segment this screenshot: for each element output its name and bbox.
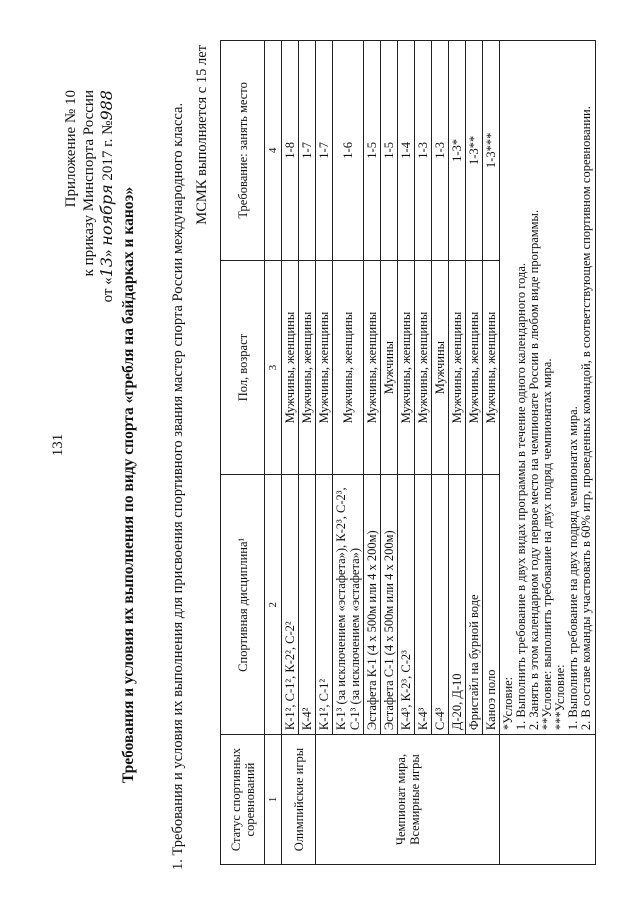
col-number: 4 bbox=[265, 41, 282, 261]
header-status: Статус спортивных соревнований bbox=[221, 735, 265, 865]
handwritten-month: ноября bbox=[97, 184, 116, 246]
note-line: **Условие: выполнить требование на двух подряд чемпионатах мира. bbox=[540, 358, 554, 731]
place-cell: 1-4 bbox=[398, 41, 415, 261]
requirements-table bbox=[220, 40, 596, 865]
page-number: 131 bbox=[50, 433, 66, 457]
place-cell: 1-7 bbox=[316, 41, 333, 261]
handwritten-day: 13 bbox=[97, 256, 116, 278]
table-row bbox=[316, 41, 333, 865]
gender-cell: Мужчины, женщины bbox=[316, 260, 333, 475]
appendix-line1: Приложение № 10 bbox=[63, 90, 79, 208]
gender-cell: Мужчины, женщины bbox=[415, 260, 432, 475]
note-line: ***Условие: bbox=[553, 664, 567, 731]
gender-cell: Мужчины bbox=[432, 260, 449, 475]
place-cell: 1-5 bbox=[364, 41, 381, 261]
gender-cell: Мужчины, женщины bbox=[299, 260, 316, 475]
gender-cell: Мужчины bbox=[381, 260, 398, 475]
discipline-cell: К-4³, К-2³, С-2³ bbox=[398, 475, 415, 735]
place-cell: 1-3 bbox=[415, 41, 432, 261]
gender-cell: Мужчины, женщины bbox=[333, 260, 364, 475]
header-gender: Пол, возраст bbox=[221, 260, 265, 475]
discipline-cell: Фристайл на бурной воде bbox=[466, 475, 483, 735]
col-number: 3 bbox=[265, 260, 282, 475]
table-notes-row bbox=[500, 41, 596, 865]
status-olympic: Олимпийские игры bbox=[282, 735, 316, 865]
place-cell: 1-3*** bbox=[483, 41, 500, 261]
discipline-cell: К-1², С-1², К-2², С-2² bbox=[282, 475, 299, 735]
place-cell: 1-3 bbox=[432, 41, 449, 261]
header-place: Требование: занять место bbox=[221, 41, 265, 261]
notes-empty-cell bbox=[500, 735, 596, 865]
discipline-cell: Эстафета С-1 (4 х 500м или 4 х 200м) bbox=[381, 475, 398, 735]
place-cell: 1-6 bbox=[333, 41, 364, 261]
discipline-cell: С-4³ bbox=[432, 475, 449, 735]
notes-cell bbox=[500, 41, 596, 735]
discipline-cell: К-1², С-1² bbox=[316, 475, 333, 735]
section-title: 1. Требования и условия их выполнения для присвоения спортивного звания мастер спорта России международного класса. bbox=[170, 102, 186, 870]
note-line: *Условие: bbox=[501, 676, 515, 731]
table-row bbox=[282, 41, 299, 865]
gender-cell: Мужчины, женщины bbox=[466, 260, 483, 475]
place-cell: 1-8 bbox=[282, 41, 299, 261]
discipline-cell: К-4² bbox=[299, 475, 316, 735]
gender-cell: Мужчины, женщины bbox=[449, 260, 466, 475]
note-line: 1. Выполнить требование в двух видах программы в течение одного календарного года. bbox=[514, 262, 528, 731]
discipline-cell: Д-20, Д-10 bbox=[449, 475, 466, 735]
appendix-line2: к приказу Минспорта России bbox=[81, 90, 97, 277]
table-number-row bbox=[265, 41, 282, 865]
status-world: Чемпионат мира, Всемирные игры bbox=[316, 735, 500, 865]
discipline-cell: Каноэ поло bbox=[483, 475, 500, 735]
col-number: 2 bbox=[265, 475, 282, 735]
place-cell: 1-5 bbox=[381, 41, 398, 261]
table-header-row bbox=[221, 41, 265, 865]
date-year: 2017 г. № bbox=[100, 120, 116, 181]
date-prefix: от « bbox=[100, 277, 116, 303]
discipline-cell: Эстафета К-1 (4 х 500м или 4 х 200м) bbox=[364, 475, 381, 735]
place-cell: 1-3** bbox=[466, 41, 483, 261]
place-cell: 1-7 bbox=[299, 41, 316, 261]
note-line: 2. В составе команды участвовать в 60% игр, проведенных командой, в соответствующем спортивном соревновании. bbox=[579, 106, 593, 731]
note-line: 2. Занять в этом календарном году первое место на чемпионате России в любом виде программы. bbox=[527, 209, 541, 731]
gender-cell: Мужчины, женщины bbox=[282, 260, 299, 475]
gender-cell: Мужчины, женщины bbox=[364, 260, 381, 475]
date-mid: » bbox=[100, 249, 116, 257]
gender-cell: Мужчины, женщины bbox=[398, 260, 415, 475]
discipline-cell: К-1³ (за исключением «эстафета»), К-2³, С-2³, С-1³ (за исключением «эстафета») bbox=[333, 475, 364, 735]
header-discipline: Спортивная дисциплина¹ bbox=[221, 475, 265, 735]
appendix-line3 bbox=[98, 90, 117, 302]
note-line: 1. Выполнить требование на двух подряд чемпионатах мира. bbox=[566, 406, 580, 731]
document-title: Требования и условия их выполнения по виду спорта «гребля на байдарках и каноэ» bbox=[120, 186, 137, 784]
place-cell: 1-3* bbox=[449, 41, 466, 261]
handwritten-number: 988 bbox=[97, 90, 116, 121]
appendix-header bbox=[62, 90, 117, 302]
gender-cell: Мужчины, женщины bbox=[483, 260, 500, 475]
msmk-note: МСМК выполняется с 15 лет bbox=[194, 45, 210, 225]
discipline-cell: К-4³ bbox=[415, 475, 432, 735]
col-number: 1 bbox=[265, 735, 282, 865]
